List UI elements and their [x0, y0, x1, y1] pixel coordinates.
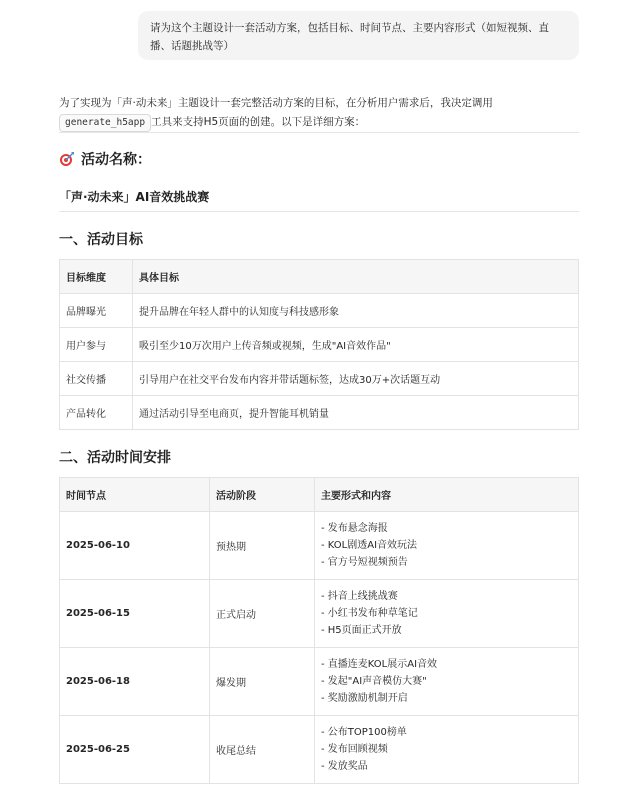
divider	[59, 211, 579, 212]
content-item: - 发布悬念海报	[321, 523, 388, 534]
date-cell: 2025-06-15	[60, 580, 210, 648]
content-item: - 抖音上线挑战赛	[321, 591, 398, 602]
phase-cell: 收尾总结	[210, 716, 315, 784]
content-item: - KOL剧透AI音效玩法	[321, 540, 418, 551]
date-cell: 2025-06-10	[60, 512, 210, 580]
content-item: - 发布回顾视频	[321, 744, 388, 755]
activity-heading	[59, 149, 151, 169]
table-cell: 品牌曝光	[60, 294, 133, 328]
content-cell	[315, 648, 579, 716]
table-header: 主要形式和内容	[315, 478, 579, 512]
activity-name: 「声·动未来」AI音效挑战赛	[59, 190, 210, 204]
table-header: 时间节点	[60, 478, 210, 512]
content-item: - 发放奖品	[321, 761, 368, 772]
assistant-intro	[59, 94, 579, 132]
content-item: - H5页面正式开放	[321, 625, 402, 636]
content-cell	[315, 512, 579, 580]
content-item: - 公布TOP100榜单	[321, 727, 407, 738]
table-cell: 产品转化	[60, 396, 133, 430]
table-row	[60, 328, 579, 362]
table-header: 活动阶段	[210, 478, 315, 512]
user-message-bubble	[138, 11, 579, 60]
table-header: 具体目标	[133, 260, 579, 294]
table-cell: 提升品牌在年轻人群中的认知度与科技感形象	[133, 294, 579, 328]
table-row	[60, 362, 579, 396]
content-item: - 发起"AI声音模仿大赛"	[321, 676, 427, 687]
phase-cell: 正式启动	[210, 580, 315, 648]
target-icon	[59, 151, 75, 167]
goals-title: 一、活动目标	[59, 232, 143, 248]
intro-text-before: 为了实现为「声·动未来」主题设计一套完整活动方案的目标，在分析用户需求后，我决定调用	[59, 97, 493, 109]
content-item: - 奖励激励机制开启	[321, 693, 408, 704]
phase-cell: 爆发期	[210, 648, 315, 716]
content-cell	[315, 580, 579, 648]
date-cell: 2025-06-25	[60, 716, 210, 784]
user-message-text: 请为这个主题设计一套活动方案，包括目标、时间节点、主要内容形式（如短视频、直播、话题挑战等）	[150, 22, 549, 52]
table-row	[60, 716, 579, 784]
content-cell	[315, 716, 579, 784]
activity-heading-text: 活动名称：	[81, 152, 151, 168]
phase-cell: 预热期	[210, 512, 315, 580]
table-cell: 引导用户在社交平台发布内容并带话题标签，达成30万+次话题互动	[133, 362, 579, 396]
table-header-row	[60, 260, 579, 294]
content-item: - 官方号短视频预告	[321, 557, 408, 568]
table-row	[60, 294, 579, 328]
table-row	[60, 580, 579, 648]
table-row	[60, 512, 579, 580]
tool-name-code: generate_h5app	[59, 114, 151, 132]
content-item: - 小红书发布种草笔记	[321, 608, 418, 619]
date-cell: 2025-06-18	[60, 648, 210, 716]
table-cell: 吸引至少10万次用户上传音频或视频，生成"AI音效作品"	[133, 328, 579, 362]
schedule-title: 二、活动时间安排	[59, 450, 171, 466]
table-cell: 社交传播	[60, 362, 133, 396]
table-header-row	[60, 478, 579, 512]
table-cell: 用户参与	[60, 328, 133, 362]
intro-text-after: 工具来支持H5页面的创建。以下是详细方案：	[151, 116, 366, 128]
table-header: 目标维度	[60, 260, 133, 294]
table-row	[60, 396, 579, 430]
goals-table	[59, 259, 579, 430]
content-item: - 直播连麦KOL展示AI音效	[321, 659, 438, 670]
divider	[59, 132, 579, 133]
table-cell: 通过活动引导至电商页，提升智能耳机销量	[133, 396, 579, 430]
schedule-table	[59, 477, 579, 784]
table-row	[60, 648, 579, 716]
